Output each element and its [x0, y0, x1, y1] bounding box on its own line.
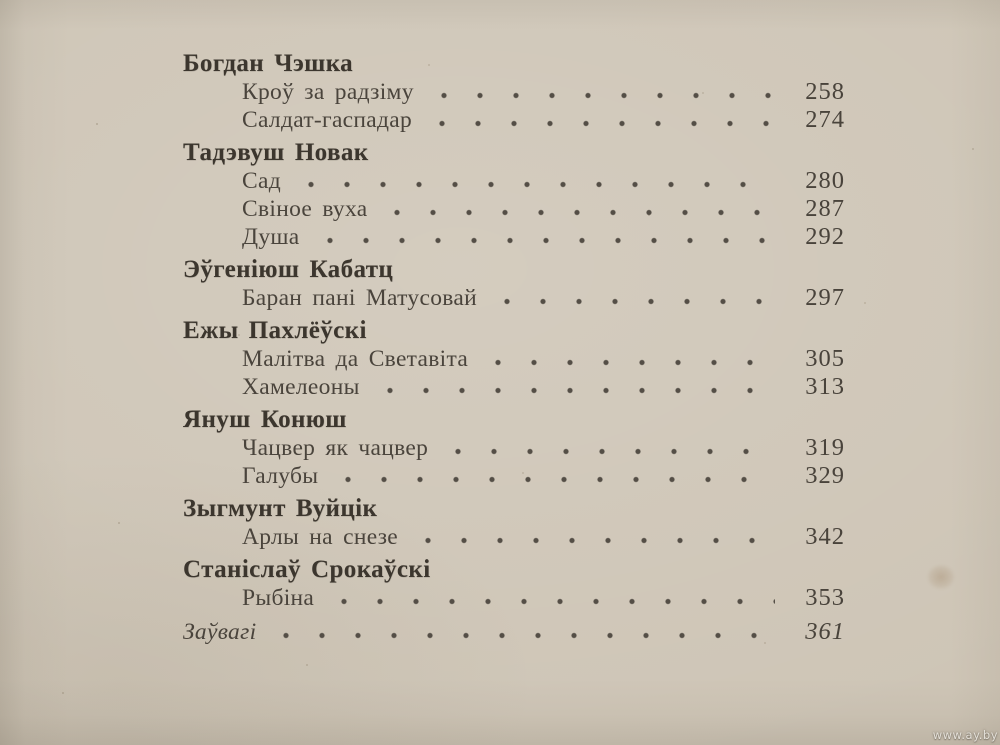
toc-entry-title: Салдат-гаспадар	[242, 107, 413, 133]
toc-entry-row	[183, 373, 845, 401]
toc-entry-title: Сад	[242, 168, 281, 194]
toc-entry-row	[183, 345, 845, 373]
toc-entry-page: 274	[805, 106, 845, 133]
toc-entry-page: 313	[805, 373, 845, 400]
toc-entry-page: 319	[805, 434, 845, 461]
toc-entry-row	[183, 78, 845, 106]
toc-section	[183, 556, 845, 612]
table-of-contents	[183, 50, 845, 646]
dot-leader	[372, 387, 775, 394]
toc-section	[183, 317, 845, 401]
toc-entry-title: Чацвер як чацвер	[242, 435, 429, 461]
dot-leader	[312, 237, 775, 244]
dot-leader	[440, 448, 775, 455]
toc-entry-row	[183, 284, 845, 312]
toc-entry-page: 287	[805, 195, 845, 222]
toc-section	[183, 139, 845, 251]
toc-entry-title: Галубы	[242, 463, 319, 489]
toc-entry-title: Кроў за радзіму	[242, 79, 414, 105]
dot-leader	[480, 359, 775, 366]
toc-entry-page: 342	[805, 523, 845, 550]
toc-entry-row	[183, 223, 845, 251]
toc-author-heading: Станіслаў Срокаўскі	[183, 556, 431, 583]
toc-entry-title: Арлы на снезе	[242, 524, 399, 550]
toc-section	[183, 495, 845, 551]
toc-entry-row	[183, 584, 845, 612]
toc-entry-title: Баран пані Матусовай	[242, 285, 477, 311]
toc-entry-row	[183, 462, 845, 490]
toc-entry-page: 280	[805, 167, 845, 194]
toc-entry-title: Свіное вуха	[242, 196, 368, 222]
toc-entry-page: 297	[805, 284, 845, 311]
toc-entry-title: Хамелеоны	[242, 374, 360, 400]
toc-entry-row	[183, 434, 845, 462]
toc-entry-page: 292	[805, 223, 845, 250]
toc-entry-row	[183, 618, 845, 646]
toc-entry-title: Рыбіна	[242, 585, 315, 611]
toc-section	[183, 256, 845, 312]
toc-author-heading: Ежы Пахлёўскі	[183, 317, 367, 344]
toc-entry-row	[183, 106, 845, 134]
toc-entry-page: 361	[805, 618, 845, 645]
dot-leader	[330, 476, 775, 483]
toc-entry-title: Заўвагі	[183, 619, 257, 645]
dot-leader	[326, 598, 775, 605]
toc-entry-row	[183, 523, 845, 551]
toc-author-heading: Зыгмунт Вуйцік	[183, 495, 378, 522]
toc-author-heading: Тадэвуш Новак	[183, 139, 369, 166]
toc-author-heading: Януш Конюш	[183, 406, 347, 433]
toc-entry-page: 353	[805, 584, 845, 611]
dot-leader	[410, 537, 775, 544]
toc-entry-title: Малітва да Светавіта	[242, 346, 469, 372]
toc-author-heading: Эўгеніюш Кабатц	[183, 256, 394, 283]
dot-leader	[268, 632, 775, 639]
toc-entry-title: Душа	[242, 224, 300, 250]
toc-entry-row	[183, 167, 845, 195]
toc-author-heading: Богдан Чэшка	[183, 50, 354, 77]
toc-entry-page: 305	[805, 345, 845, 372]
toc-entry-row	[183, 195, 845, 223]
dot-leader	[426, 92, 775, 99]
toc-section	[183, 50, 845, 134]
dot-leader	[379, 209, 775, 216]
dot-leader	[489, 298, 775, 305]
watermark-text: www.ay.by	[932, 728, 998, 742]
dot-leader	[293, 181, 775, 188]
paper-specks	[0, 0, 2, 2]
toc-entry-page: 329	[805, 462, 845, 489]
dot-leader	[424, 120, 775, 127]
toc-section	[183, 406, 845, 490]
paper-stain	[922, 560, 960, 594]
toc-entry-page: 258	[805, 78, 845, 105]
